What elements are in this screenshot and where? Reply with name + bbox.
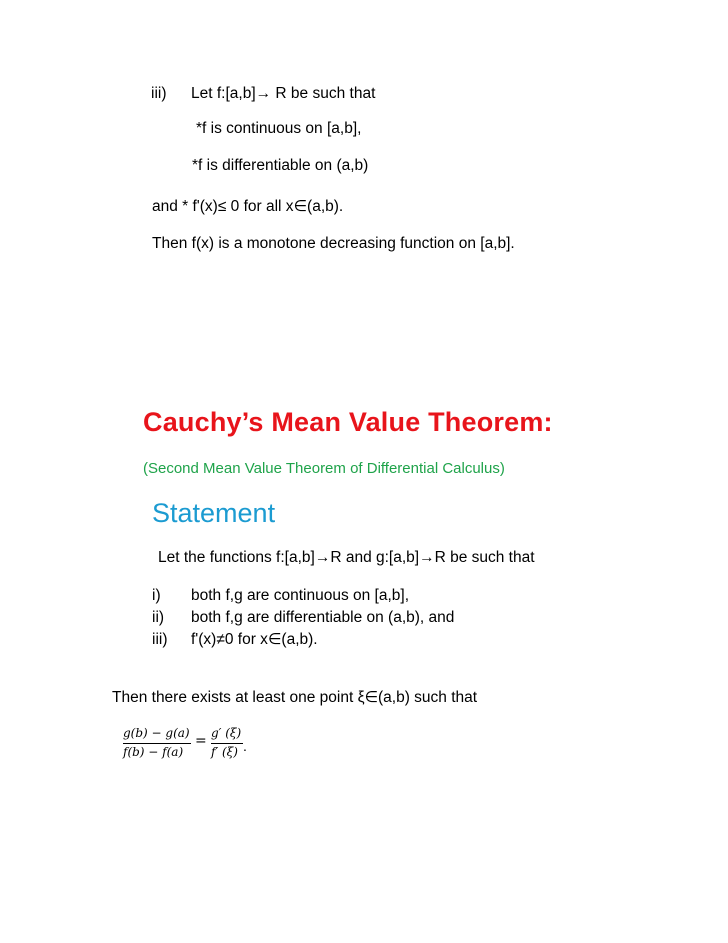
item-label-iii-top: iii) — [151, 85, 167, 102]
text-line: Then f(x) is a monotone decreasing function on [a,b]. — [152, 235, 515, 252]
statement-heading: Statement — [152, 498, 276, 528]
condition-text: both f,g are continuous on [a,b], — [191, 587, 410, 604]
theorem-subtitle: (Second Mean Value Theorem of Differential Calculus) — [143, 460, 505, 477]
conclusion-text: Then there exists at least one point ξ∈(a,b) such that — [112, 689, 478, 706]
lhs-denominator: f(b) − f(a) — [123, 745, 184, 759]
rhs-denominator: f′ (ξ) — [211, 745, 238, 759]
rhs-fraction-bar — [211, 743, 243, 744]
theorem-title: Cauchy’s Mean Value Theorem: — [143, 407, 553, 437]
condition-text: both f,g are differentiable on (a,b), and — [191, 609, 455, 626]
text-line: and * f'(x)≤ 0 for all x∈(a,b). — [152, 198, 344, 215]
lhs-numerator: g(b) − g(a) — [123, 726, 190, 740]
formula-rhs — [211, 726, 243, 762]
lhs-fraction-bar — [123, 743, 191, 744]
formula-lhs — [123, 726, 191, 762]
condition-label: ii) — [152, 609, 165, 626]
text-line: Let f:[a,b]→ R be such that — [191, 85, 376, 102]
text-line: *f is continuous on [a,b], — [196, 120, 362, 137]
condition-label: i) — [152, 587, 161, 604]
text-line: *f is differentiable on (a,b) — [192, 157, 369, 174]
statement-intro: Let the functions f:[a,b]→R and g:[a,b]→R be such that — [158, 549, 535, 566]
rhs-numerator: g′ (ξ) — [211, 726, 242, 740]
formula-period: . — [243, 738, 247, 754]
condition-text: f'(x)≠0 for x∈(a,b). — [191, 631, 318, 648]
condition-label: iii) — [152, 631, 168, 648]
formula-equals: = — [195, 733, 207, 749]
